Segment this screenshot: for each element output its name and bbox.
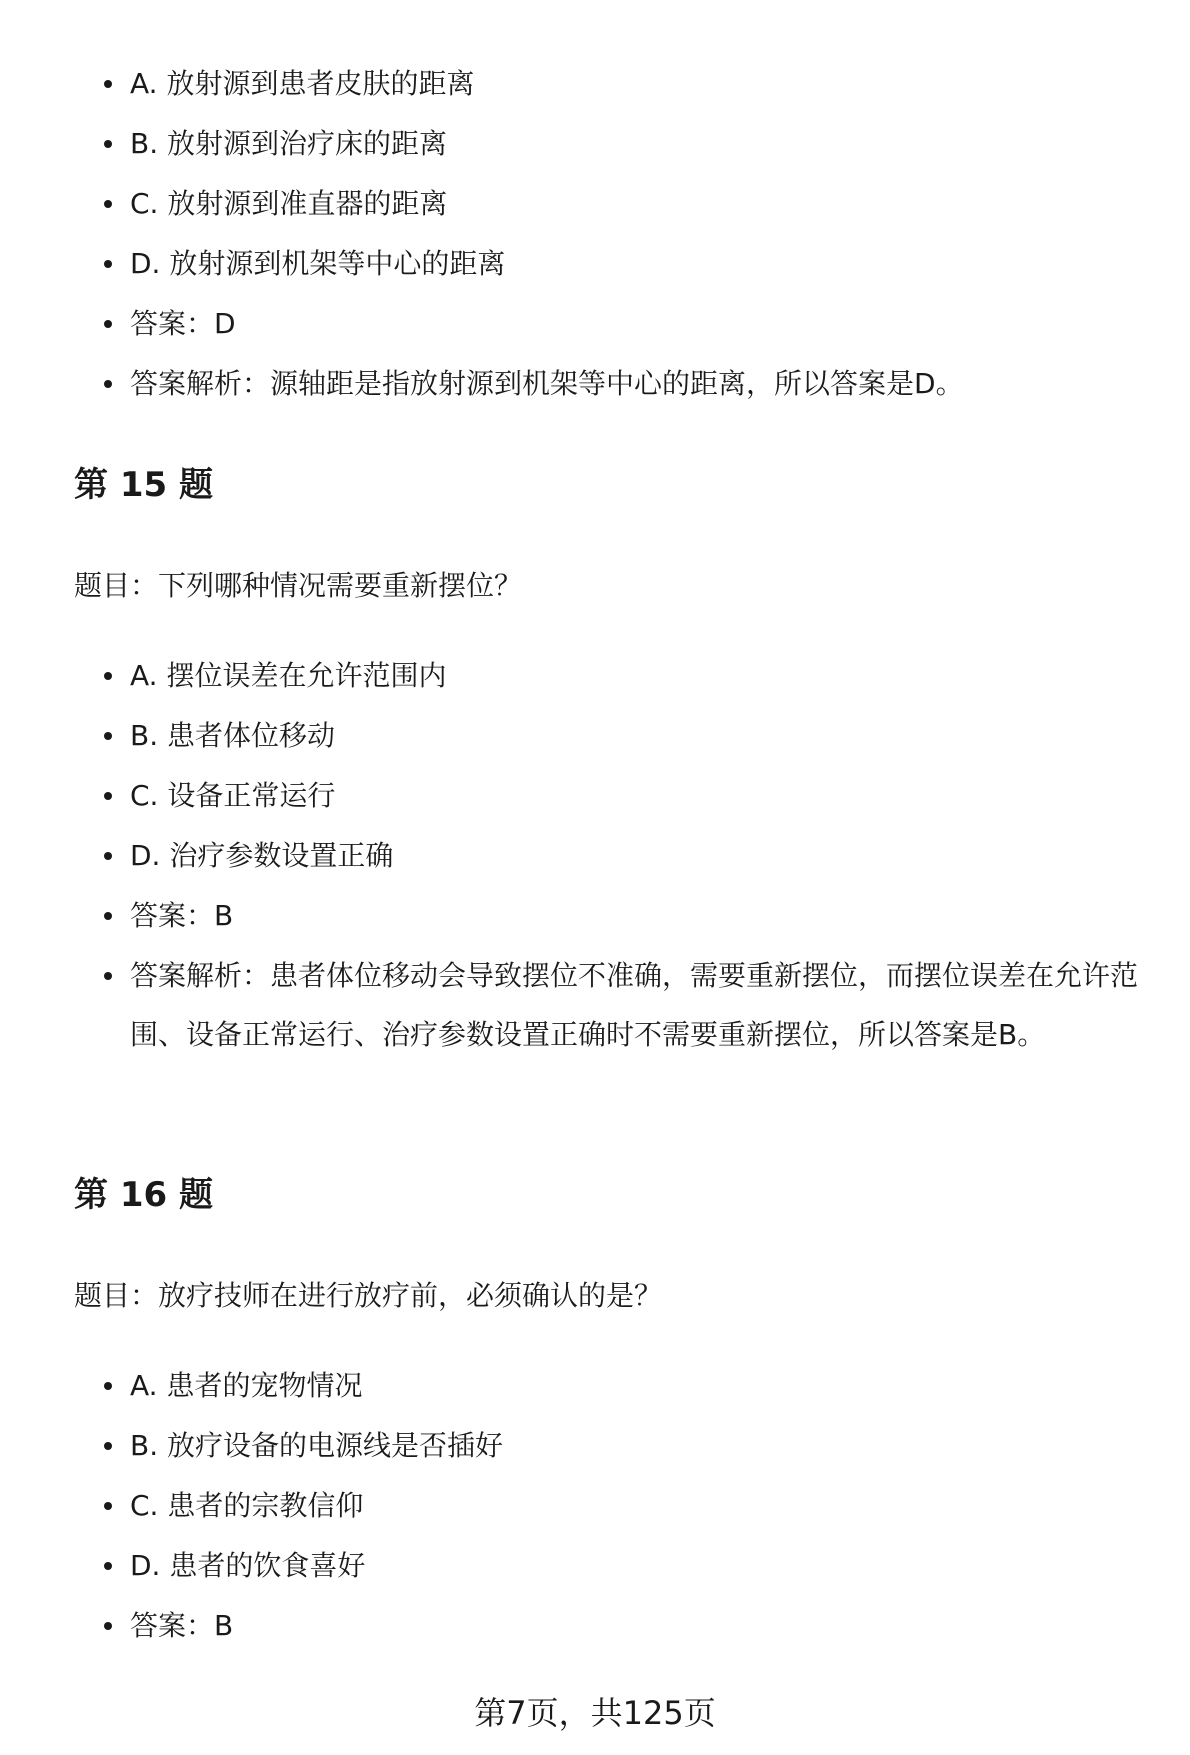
q14-option-a: A. 放射源到患者皮肤的距离 bbox=[130, 67, 475, 100]
q14-option-c: C. 放射源到准直器的距离 bbox=[130, 187, 448, 220]
bullet-icon bbox=[104, 912, 112, 920]
bullet-icon bbox=[104, 140, 112, 148]
bullet-icon bbox=[104, 972, 112, 980]
bullet-icon bbox=[104, 732, 112, 740]
bullet-icon bbox=[104, 1442, 112, 1450]
bullet-icon bbox=[104, 200, 112, 208]
bullet-icon bbox=[104, 852, 112, 860]
q15-option-d: D. 治疗参数设置正确 bbox=[130, 839, 394, 872]
bullet-icon bbox=[104, 260, 112, 268]
q16-option-d: D. 患者的饮食喜好 bbox=[130, 1549, 366, 1582]
list-item bbox=[0, 354, 1190, 414]
list-item bbox=[0, 294, 1190, 354]
bullet-icon bbox=[104, 792, 112, 800]
list-item bbox=[0, 1596, 1190, 1656]
list-item bbox=[0, 234, 1190, 294]
list-item bbox=[0, 646, 1190, 706]
bullet-icon bbox=[104, 1382, 112, 1390]
bullet-icon bbox=[104, 1622, 112, 1630]
list-item bbox=[0, 1416, 1190, 1476]
list-item bbox=[0, 174, 1190, 234]
q16-answer: 答案：B bbox=[130, 1609, 234, 1642]
q15-heading: 第 15 题 bbox=[74, 465, 213, 505]
bullet-icon bbox=[104, 1502, 112, 1510]
q14-option-b: B. 放射源到治疗床的距离 bbox=[130, 127, 448, 160]
q14-option-d: D. 放射源到机架等中心的距离 bbox=[130, 247, 506, 280]
q15-option-c: C. 设备正常运行 bbox=[130, 779, 336, 812]
list-item bbox=[0, 1536, 1190, 1596]
q16-option-list bbox=[0, 1356, 1190, 1656]
list-item bbox=[0, 766, 1190, 826]
list-item bbox=[0, 946, 1190, 1064]
q15-question: 题目：下列哪种情况需要重新摆位？ bbox=[74, 569, 523, 602]
q16-question: 题目：放疗技师在进行放疗前，必须确认的是？ bbox=[74, 1279, 663, 1312]
bullet-icon bbox=[104, 380, 112, 388]
q16-option-c: C. 患者的宗教信仰 bbox=[130, 1489, 364, 1522]
list-item bbox=[0, 706, 1190, 766]
q15-option-a: A. 摆位误差在允许范围内 bbox=[130, 659, 447, 692]
bullet-icon bbox=[104, 320, 112, 328]
bullet-icon bbox=[104, 1562, 112, 1570]
page-number: 第7页，共125页 bbox=[474, 1694, 716, 1732]
list-item bbox=[0, 114, 1190, 174]
q16-option-b: B. 放疗设备的电源线是否插好 bbox=[130, 1429, 504, 1462]
q15-explanation: 答案解析：患者体位移动会导致摆位不准确，需要重新摆位，而摆位误差在允许范围、设备正常运行、治疗参数设置正确时不需要重新摆位，所以答案是B。 bbox=[130, 959, 1139, 1051]
list-item bbox=[0, 1476, 1190, 1536]
q14-answer: 答案：D bbox=[130, 307, 236, 340]
q16-heading: 第 16 题 bbox=[74, 1175, 213, 1215]
list-item bbox=[0, 1356, 1190, 1416]
bullet-icon bbox=[104, 672, 112, 680]
q14-option-list bbox=[0, 54, 1190, 414]
q15-option-b: B. 患者体位移动 bbox=[130, 719, 336, 752]
list-item bbox=[0, 826, 1190, 886]
list-item bbox=[0, 54, 1190, 114]
q14-explanation: 答案解析：源轴距是指放射源到机架等中心的距离，所以答案是D。 bbox=[130, 367, 964, 400]
bullet-icon bbox=[104, 80, 112, 88]
list-item bbox=[0, 886, 1190, 946]
q16-option-a: A. 患者的宠物情况 bbox=[130, 1369, 363, 1402]
q15-answer: 答案：B bbox=[130, 899, 234, 932]
q15-option-list bbox=[0, 646, 1190, 1064]
